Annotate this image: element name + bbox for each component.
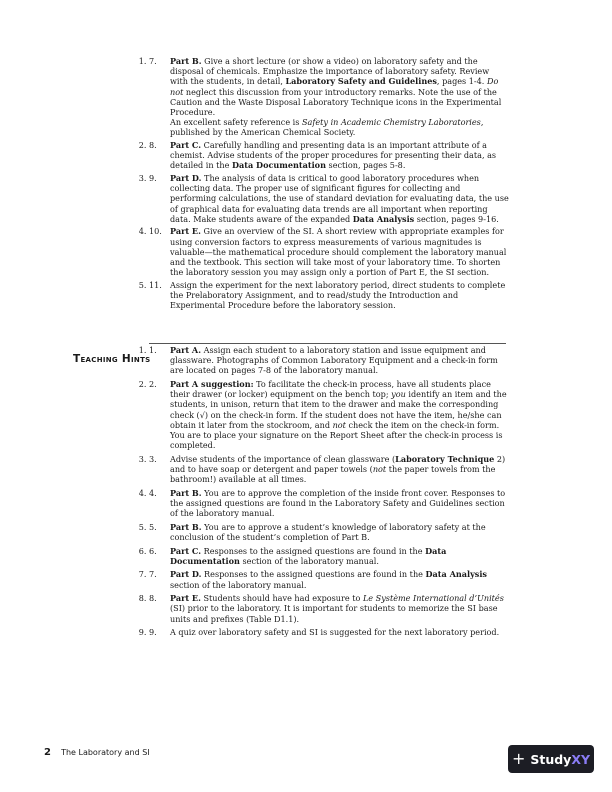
text-run: You are to approve the completion of the inside front cover. Responses to the assigned questions are found in the Laboratory Safety and Guidelines section of the laboratory manual. — [170, 487, 506, 519]
bold-run: Data Documentation — [231, 160, 326, 171]
text-run: section, pages 5-8. — [325, 160, 406, 171]
item-paragraph — [170, 569, 509, 589]
text-run: An excellent safety reference is — [170, 117, 303, 128]
text-run: check the item on the check-in form. — [345, 419, 500, 430]
item-number: 8. 8. — [149, 593, 157, 604]
text-run: Carefully handling and presenting data is an important attribute of a chemist. Advise students of the proper procedures for presenting their data, as detailed in the — [170, 140, 497, 171]
bold-run: Data Analysis — [352, 213, 415, 224]
text-run: (SI) prior to the laboratory. It is important for students to memorize the SI base units and prefixes (Table D1.1). — [170, 603, 498, 624]
italic-run: not — [332, 419, 346, 430]
item-paragraph — [170, 345, 509, 376]
text-run: Responses to the assigned questions are found in the — [201, 545, 426, 556]
item-paragraph — [170, 546, 509, 566]
brand-name-study: Study — [530, 751, 572, 767]
item-paragraph — [170, 280, 509, 311]
item-number: 3. 3. — [149, 453, 157, 464]
list-item — [149, 379, 509, 450]
list-item — [149, 173, 509, 224]
bold-run: Data Documentation — [170, 545, 447, 566]
bold-run: Data Analysis — [425, 569, 487, 580]
list-item — [149, 488, 509, 519]
item-number: 5. 5. — [149, 521, 157, 532]
list-item — [149, 345, 509, 376]
brand-name-xy: XY — [571, 751, 591, 767]
item-paragraph — [170, 226, 509, 277]
item-number: 1. 1. — [149, 345, 157, 355]
list-item — [149, 593, 509, 624]
list-item — [149, 226, 509, 277]
text-run: Students should have had exposure to — [200, 593, 363, 604]
text-run: Advise students of the importance of clean glassware ( — [170, 453, 396, 464]
italic-run: Le Système International d’Unités — [362, 593, 504, 604]
teaching-hints-heading: Teaching Hints — [73, 353, 151, 365]
item-paragraph — [170, 56, 509, 117]
item-number: 9. 9. — [149, 627, 157, 638]
item-number: 1. 7. — [149, 56, 157, 66]
text-run: You are to approve a student’s knowledge of laboratory safety at the conclusion of the student’s completion of Part B. — [170, 521, 486, 543]
italic-run: you — [391, 389, 406, 400]
bold-run: Part B. — [170, 487, 202, 498]
footer-title: The Laboratory and SI — [61, 748, 150, 757]
item-number: 2. 2. — [149, 379, 157, 389]
italic-run: Safety in Academic Chemistry Laboratories — [302, 117, 481, 128]
plus-icon: + — [511, 749, 526, 768]
list-item — [149, 546, 509, 566]
text-run: Assign each student to a laboratory station and issue equipment and glassware. Photographs of Common Laboratory Equipment and a check-in form are located on pages 7-8 of the laboratory manual. — [170, 345, 498, 376]
item-paragraph — [170, 140, 509, 171]
bold-run: Part E. — [170, 226, 201, 237]
item-number: 4. 10. — [149, 226, 162, 237]
item-paragraph — [170, 173, 509, 224]
list-item — [149, 56, 509, 138]
bold-run: Part D. — [170, 173, 202, 184]
item-paragraph — [170, 117, 509, 137]
list-item — [149, 627, 509, 637]
text-run: the paper towels from the bathroom!) available at all times. — [170, 464, 496, 485]
item-number: 6. 6. — [149, 545, 157, 556]
item-number: 7. 7. — [149, 569, 157, 580]
bold-run: Part A. — [170, 345, 202, 355]
section-divider — [149, 343, 506, 344]
page-footer — [44, 740, 150, 759]
item-paragraph — [170, 379, 509, 430]
item-paragraph — [170, 430, 509, 450]
text-run: A quiz over laboratory safety and SI is suggested for the next laboratory period. — [170, 627, 500, 638]
teaching-hints-list — [149, 345, 509, 637]
bold-run: Part C. — [170, 140, 202, 151]
list-item — [149, 569, 509, 589]
text-run: identify an item and the students, in unison, return that item to the drawer and make the corresponding check (√) on the check-in form. If the student does not have the item, he/she can obtain it later from the stockroom, and — [170, 389, 507, 430]
text-run: , pages 1-4. — [436, 76, 487, 87]
item-paragraph — [170, 488, 509, 519]
item-number: 3. 9. — [149, 173, 157, 184]
text-run: , published by the American Chemical Society. — [170, 117, 484, 138]
bold-run: Laboratory Safety and Guidelines — [285, 76, 437, 87]
item-paragraph — [170, 454, 509, 485]
list-item — [149, 454, 509, 485]
text-run: Give a short lecture (or show a video) on laboratory safety and the disposal of chemicals. Emphasize the importance of laboratory safety. Review with the students, in detail, — [170, 56, 490, 87]
bold-run: Part C. — [170, 545, 202, 556]
list-item — [149, 522, 509, 542]
text-run: Responses to the assigned questions are found in the — [201, 569, 426, 580]
text-run: The analysis of data is critical to good laboratory procedures when collecting data. The proper use of significant figures for collecting and performing calculations, the use of standard deviation for evaluating data, the use of graphical data for evaluating data trends are all important when reporting data. Make students aware of the expanded — [170, 173, 509, 224]
text-run: section, pages 9-16. — [414, 213, 499, 224]
item-number: 2. 8. — [149, 140, 157, 151]
text-run: neglect this discussion from your introductory remarks. Note the use of the Caution and the Waste Disposal Laboratory Technique icons in the Experimental Procedure. — [170, 86, 502, 118]
text-run: 2) and to have soap or detergent and paper towels ( — [170, 453, 506, 475]
bold-run: Part D. — [170, 569, 202, 580]
item-paragraph — [170, 593, 509, 624]
studyxy-logo-badge[interactable] — [508, 745, 594, 773]
brand-name — [530, 752, 590, 767]
list-item — [149, 140, 509, 171]
text-run: To facilitate the check-in process, have all students place their drawer (or locker) equipment on the bench top; — [170, 379, 491, 400]
procedure-list — [149, 56, 509, 310]
bold-run: Part B. — [170, 521, 202, 532]
item-paragraph — [170, 627, 509, 637]
item-paragraph — [170, 522, 509, 542]
item-number: 5. 11. — [149, 279, 162, 290]
text-run: Assign the experiment for the next laboratory period, direct students to complete the Prelaboratory Assignment, and to read/study the Introduction and Experimental Procedure before the laboratory session. — [170, 279, 506, 311]
bold-run: Part E. — [170, 593, 201, 604]
bold-run: Part A suggestion: — [170, 379, 254, 389]
italic-run: Do not — [170, 76, 499, 97]
bold-run: Laboratory Technique — [395, 453, 495, 464]
text-run: Give an overview of the SI. A short review with appropriate examples for using conversion factors to express measurements of various magnitudes is valuable—the mathematical procedure should complement the laboratory manual and the textbook. This section will take most of your laboratory time. To shorten the laboratory session you may assign only a portion of Part E, the SI section. — [170, 226, 507, 278]
text-run: section of the laboratory manual. — [239, 555, 379, 566]
bold-run: Part B. — [170, 56, 202, 66]
page-number: 2 — [44, 747, 51, 758]
text-run: You are to place your signature on the Report Sheet after the check-in process is completed. — [170, 430, 503, 451]
italic-run: not — [372, 464, 387, 475]
list-item — [149, 280, 509, 311]
text-run: section of the laboratory manual. — [170, 579, 307, 590]
item-number: 4. 4. — [149, 487, 157, 498]
